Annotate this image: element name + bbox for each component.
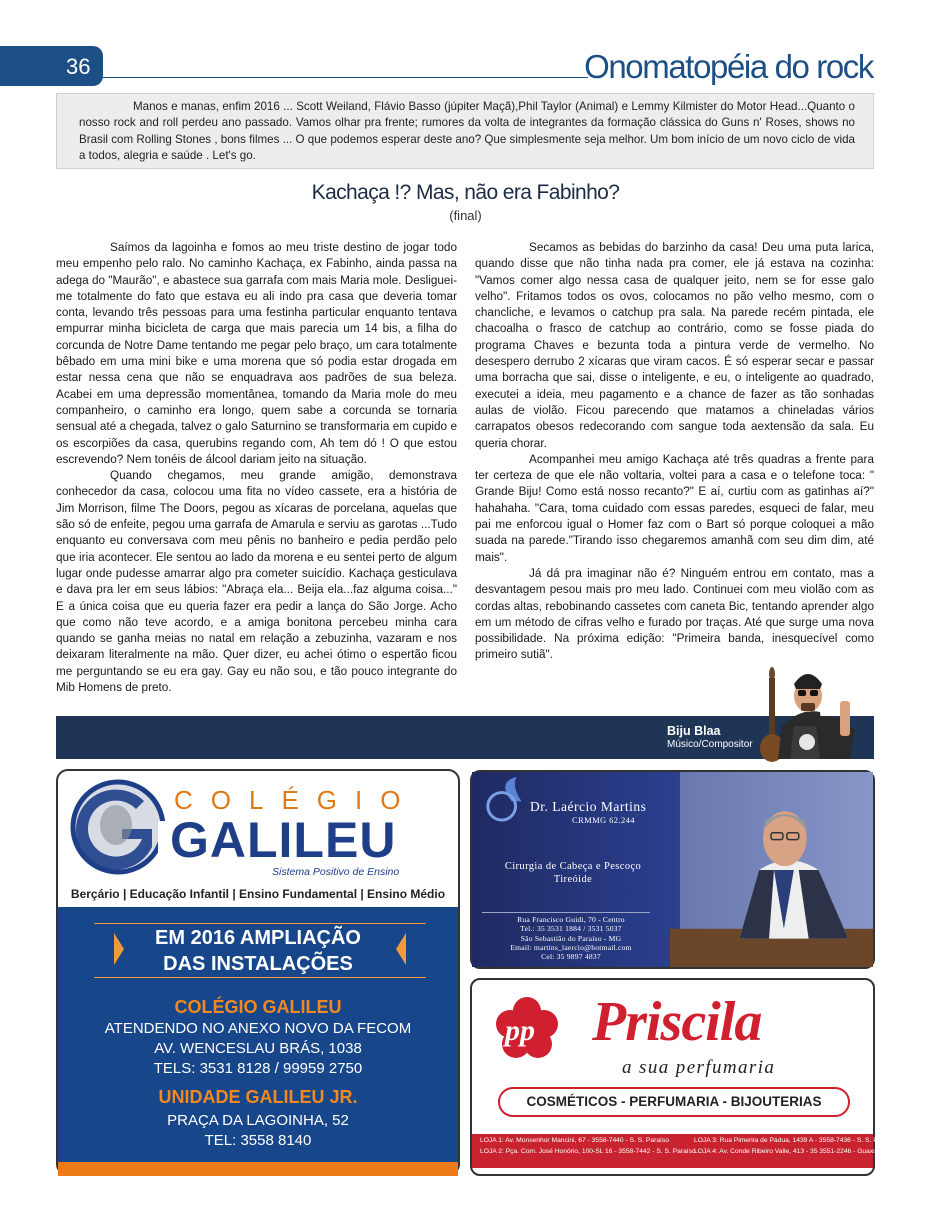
doctor-address-1: Rua Francisco Guidi, 70 - Centro — [517, 915, 625, 924]
doctor-name: Dr. Laércio Martins — [530, 799, 647, 814]
author-role: Músico/Compositor — [667, 739, 753, 750]
ad-dr-laercio-martins[interactable] — [470, 770, 875, 969]
priscila-store-3: LOJA 3: Rua Pimenta de Pádua, 1439 A - 3558-7436 - S. S. Paraíso — [694, 1137, 897, 1144]
galileu-line-3: TELS: 3531 8128 / 99959 2750 — [153, 1060, 363, 1077]
galileu-headline-2: DAS INSTALAÇÕES — [163, 953, 353, 975]
article-paragraph: Saímos da lagoinha e fomos ao meu triste destino de jogar todo meu empenho pelo ralo. No caminho Kachaça, ex Fabinho, ainda passa na adega do "Maurão", e abastece sua garrafa com mais Maria mole. Desliguei-me totalmente do fato que estava eu ali indo pra casa que deveria tomar conta, levando três pessoas para uma festinha particular enquanto tentava empurrar minha bicicleta de carga que mais parecia um 14 bis, a filha do corcunda de Notre Dame tentando me pegar pelo braço, um cara totalmente bêbado em uma mini bike e uma morena que só podia estar drogada em estar nessa cena que não se enquadrava aos padrões de sua beleza. Acabei em uma depressão momentânea, tomando da Maria mole do meu companheiro, o caminho era longo, quem sabe a corcunda se tornaria sensual até a chegada, talvez o galo Saturnino se transformaria em cupido e os escorpiões da casa, querubins regando com, Ah tem dó ! O que estou escrevendo? Nem tonéis de álcool dariam jeito na situação. — [56, 241, 457, 466]
intro-text: Manos e manas, enfim 2016 ... Scott Weiland, Flávio Basso (júpiter Maçã),Phil Taylor (Animal) e Lemmy Kilmister do Motor Head...Quanto o nosso rock and roll perdeu ano passado. Vamos olhar pra frente; rumores da volta de integrantes da formação clássica do Guns n' Roses, shows no Brasil com Rolling Stones , bons filmes ... O que podemos esperar deste ano? Que simplesmente seja melhor. Um bom início de um novo ciclo de vida a todos, alegria e saúde . Let's go. — [79, 100, 855, 163]
doctor-address-2: Tel.: 35 3531 1884 / 3531 5037 — [520, 924, 622, 934]
galileu-school-2: UNIDADE GALILEU JR. — [158, 1087, 358, 1107]
galileu-logo — [66, 777, 454, 883]
priscila-flower-logo — [495, 996, 559, 1062]
galileu-headline-1: EM 2016 AMPLIAÇÃO — [155, 927, 361, 949]
ad-priscila-perfumaria[interactable] — [470, 978, 897, 1176]
author-bar — [56, 716, 874, 759]
priscila-tagline: a sua perfumaria — [622, 1057, 776, 1078]
priscila-monogram: pp — [505, 1014, 535, 1047]
doctor-address-3: São Sebastião do Paraíso - MG — [520, 933, 622, 943]
doctor-rule — [482, 912, 650, 913]
header-rule — [103, 77, 588, 78]
galileu-rule-top — [94, 923, 426, 924]
section-title: Onomatopéia do rock — [584, 48, 873, 85]
ad-colegio-galileu[interactable] — [56, 769, 460, 1176]
article-column-right — [475, 240, 874, 664]
author-name: Biju Blaa — [667, 724, 721, 738]
doctor-specialty — [488, 860, 658, 886]
article-subtitle: (final) — [449, 208, 482, 223]
priscila-name: Priscila — [592, 991, 762, 1053]
galileu-line-4: PRAÇA DA LAGOINHA, 52 — [167, 1112, 349, 1129]
galileu-logo-top: COLÉGIO — [174, 785, 419, 815]
article-paragraph: Acompanhei meu amigo Kachaça até três quadras a frente para ter certeza de que ele não voltaria, voltei para a casa e o telefone toca: " Grande Biju! Como está nosso recanto?" E aí, curtiu com as gatinhas aí?" hahahaha. "Cara, toma cuidado com essas paredes, esqueci de falar, meu pai me enforcou igual o Homer faz com o Bart só porque coloquei a mão suada na parede."Tirando isso chegaremos amanhã com seu dim dim, até mais". — [475, 452, 874, 564]
doctor-address-4: Email: martins_laercio@hotmail.com — [510, 942, 632, 952]
galileu-headline — [58, 925, 458, 977]
intro-box — [56, 93, 874, 169]
galileu-line-5: TEL: 3558 8140 — [204, 1132, 312, 1149]
article-paragraph: Quando chegamos, meu grande amigão, demonstrava conhecedor da casa, colocou uma fita no vídeo cassete, era a história de Jim Morrison, filme The Doors, pegou as xícaras de porcelana, aquelas que são só de enfeite, pegou uma garrafa de Amarula e serviu as garotas ...Tudo enquanto eu conversava com meu pênis no banheiro e pedia perdão pelo que iria acontecer. Ele sentou ao lado da morena e eu sentei perto de algum lugar onde pudesse amarrar algo pra cometer suicídio. Kachaça gesticulava e dava pra ler em seus lábios: "Abraça ela... Beija ela...faz alguma coisa..." E a única coisa que eu queria fazer era pedir a lança do São Jorge. Acho que como não teve acordo, e a amiga bonitona percebeu minha cara quando se ganha meias no natal em relação a zebuzinha, vazaram e nos deixaram literalmente na mão. Quer dizer, eu achei ótimo o espertão ficou me perguntando se eu era gay. Gay eu não sou, e tão pouco integrante do Mib Homens de preto. — [56, 469, 457, 695]
priscila-store-2: LOJA 2: Pça. Com. José Honório, 100-SL 16 - 3558-7442 - S. S. Paraíso — [480, 1148, 696, 1155]
doctor-address-5: Cel: 35 9897 4837 — [541, 952, 601, 962]
galileu-logo-main: GALILEU — [170, 812, 397, 868]
priscila-store-4: LOJA 4: Av. Conde Ribeiro Valle, 413 - 35 3551-2246 - Guaxupé — [694, 1148, 885, 1155]
priscila-categories: COSMÉTICOS - PERFUMARIA - BIJOUTERIAS — [498, 1087, 850, 1117]
article-paragraph: Já dá pra imaginar não é? Ninguém entrou em contato, mas a desvantagem pesou mais pro meu lado. Continuei com meu violão com as cordas altas, rebobinando cassetes com caneta Bic, tentando aprender algo em um método de cifras velho e furado por traças. Até que surge uma nova possibilidade. Na próxima edição: "Primeira banda, inesquecível como primeiro sutiã". — [475, 566, 874, 662]
galileu-rule-bottom — [94, 977, 426, 978]
article-column-left — [56, 240, 457, 696]
galileu-line-2: AV. WENCESLAU BRÁS, 1038 — [154, 1040, 362, 1057]
article-title: Kachaça !? Mas, não era Fabinho? — [311, 181, 620, 204]
doctor-specialty-2: Tireóide — [553, 874, 593, 885]
priscila-store-1: LOJA 1: Av. Monsenhor Mancini, 67 - 3558-7440 - S. S. Paraíso — [480, 1137, 669, 1144]
galileu-logo-sub: Sistema Positivo de Ensino — [272, 866, 400, 878]
galileu-line-1: ATENDENDO NO ANEXO NOVO DA FECOM — [104, 1020, 412, 1037]
doctor-crm: CRMMG 62.244 — [572, 815, 635, 825]
author-photo — [760, 656, 872, 759]
galileu-levels: Berçário | Educação Infantil | Ensino Fundamental | Ensino Médio — [70, 887, 446, 901]
doctor-address — [478, 915, 664, 961]
galileu-school-1: COLÉGIO GALILEU — [174, 997, 342, 1017]
page-number: 36 — [66, 54, 91, 79]
article-paragraph: Secamos as bebidas do barzinho da casa! Deu uma puta larica, quando disse que não tinha nada pra comer, ele já estava na cozinha: "Vamos comer algo nessa casa de qualquer jeito, nem se for esse galo velho". Fritamos todos os ovos, colocamos no pão velho mesmo, com o chancliche, e levamos o catchup pra sala. Na parede recém pintada, ele chacoalha o frasco de catchup ao contrário, como se fosse piada do programa Chaves e bezunta toda a pintura verde de vermelho. No desespero derrubo 2 xícaras que viram cacos. É só esperar secar e passar uma borracha que sai, disse o inteligente, e eu, o inteligente ao quadrado, executei a ideia, meu pagamento e a chance de fazer as tão sonhadas aulas de violão. Ficou parecendo que matamos a chineladas vários carrapatos obesos redecorando com sangue toda aextensão da sala. Eu queria chorar. — [475, 241, 874, 450]
doctor-specialty-1: Cirurgia de Cabeça e Pescoço — [504, 861, 642, 872]
galileu-orange-strip — [58, 1162, 458, 1176]
